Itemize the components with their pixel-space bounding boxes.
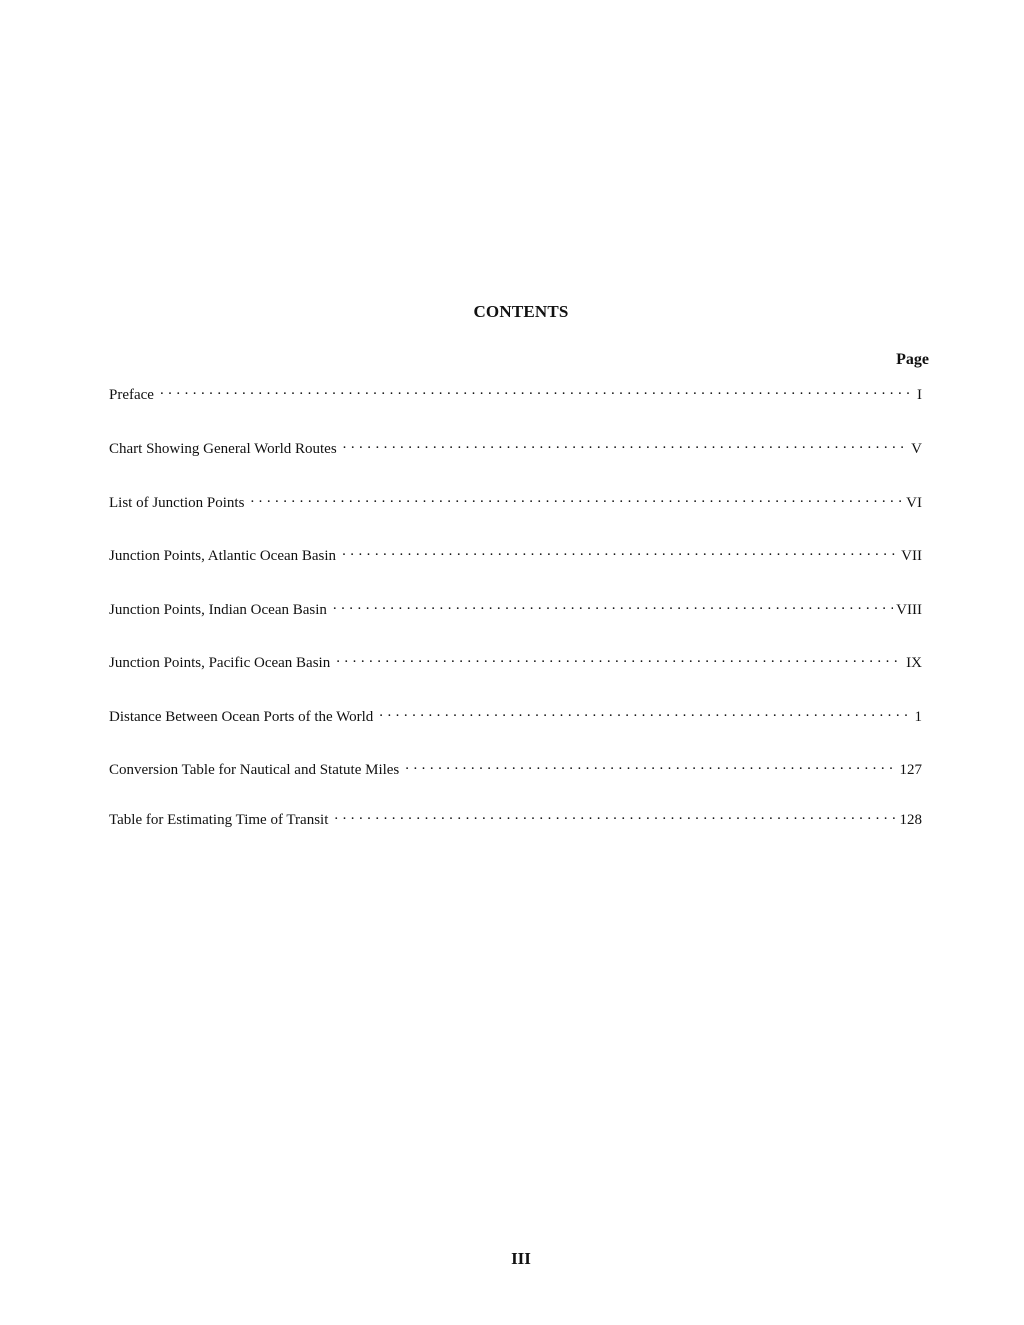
- toc-entry-title: Preface: [109, 387, 154, 403]
- toc-entry-page: IX: [906, 655, 922, 671]
- toc-entry-title: Conversion Table for Nautical and Statute Miles: [109, 762, 400, 778]
- toc-entry-conversion-table[interactable]: [109, 756, 922, 779]
- toc-entry-page: 128: [899, 812, 922, 828]
- toc-entry-page: 127: [899, 762, 922, 778]
- toc-entry-page: 1: [914, 709, 922, 725]
- toc-entry-title: Junction Points, Atlantic Ocean Basin: [109, 548, 337, 564]
- dot-leader: [379, 703, 911, 721]
- toc-entry-title: Chart Showing General World Routes: [109, 441, 337, 457]
- toc-entry-chart-world-routes[interactable]: [109, 435, 922, 458]
- page-number: III: [511, 1249, 531, 1268]
- dot-leader: [342, 542, 898, 560]
- toc-entry-pacific[interactable]: [109, 649, 922, 672]
- page-column-header: Page: [896, 351, 929, 368]
- page-title: CONTENTS: [473, 302, 569, 321]
- dot-leader: [160, 381, 914, 399]
- toc-entry-title: Junction Points, Pacific Ocean Basin: [109, 655, 331, 671]
- dot-leader: [250, 489, 903, 507]
- dot-leader: [334, 806, 896, 824]
- dot-leader: [343, 435, 909, 453]
- toc-entry-atlantic[interactable]: [109, 542, 922, 565]
- toc-entry-indian[interactable]: [109, 596, 922, 619]
- toc-entry-title: Junction Points, Indian Ocean Basin: [109, 602, 327, 618]
- toc-entry-title: List of Junction Points: [109, 495, 245, 511]
- toc-entry-list-junction-points[interactable]: [109, 489, 922, 512]
- toc-entry-transit-time[interactable]: [109, 806, 922, 829]
- toc-entry-title: Distance Between Ocean Ports of the World: [109, 709, 374, 725]
- toc-entry-preface[interactable]: [109, 381, 922, 404]
- toc-entry-page: V: [911, 441, 922, 457]
- dot-leader: [405, 756, 896, 774]
- toc-entry-page: I: [917, 387, 922, 403]
- dot-leader: [336, 649, 903, 667]
- toc-entry-distance-ports[interactable]: [109, 703, 922, 726]
- toc-entry-page: VII: [901, 548, 922, 564]
- toc-entry-page: VIII: [896, 602, 922, 618]
- toc-entry-title: Table for Estimating Time of Transit: [109, 812, 329, 828]
- dot-leader: [333, 596, 893, 614]
- toc-entry-page: VI: [906, 495, 922, 511]
